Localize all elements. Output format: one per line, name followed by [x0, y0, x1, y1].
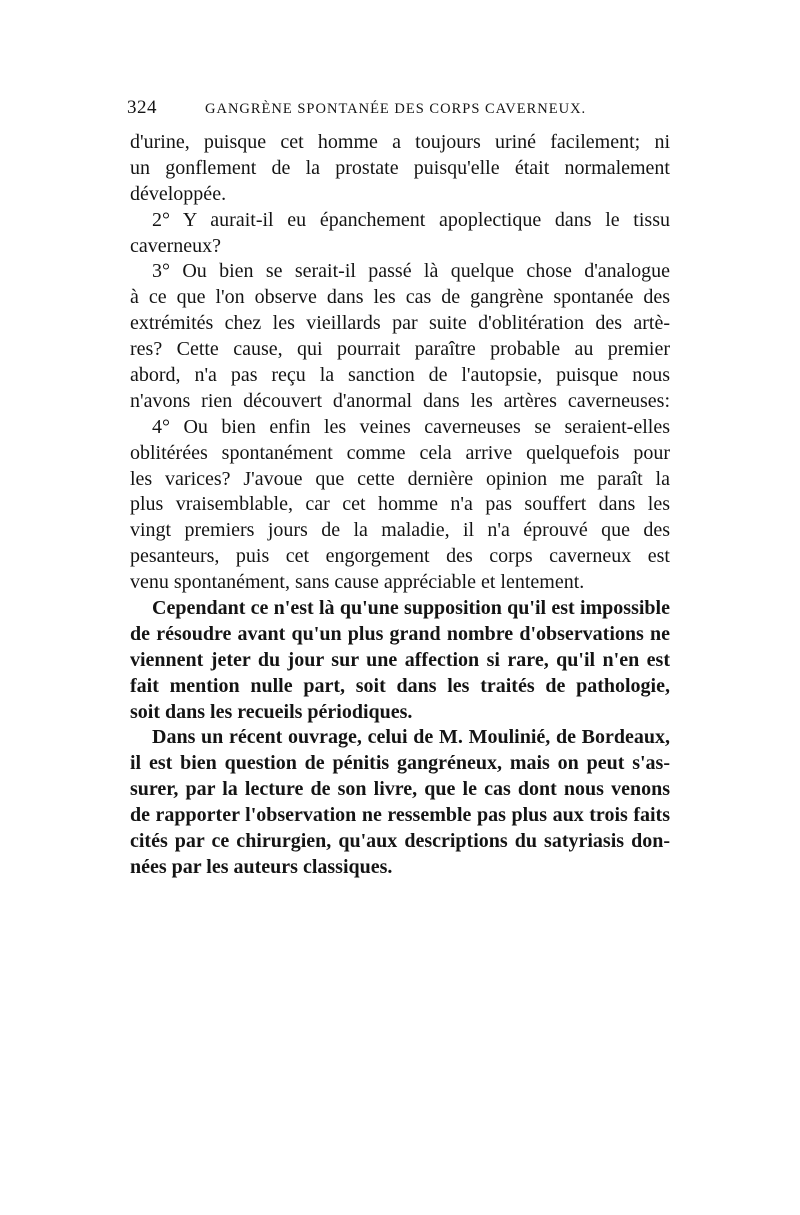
text-line: nées par les auteurs classiques. [130, 855, 393, 878]
text-line: 4° Ou bien enfin les veines caverneuses se seraient-elles [152, 415, 670, 438]
text-line: Dans un récent ouvrage, celui de M. Moulinié, de Bordeaux, [152, 726, 670, 749]
body-text [130, 130, 670, 881]
text-line: d'urine, puisque cet homme a toujours uriné facilement; ni [130, 131, 670, 153]
text-line: développée. [130, 182, 227, 205]
text-line: il est bien question de pénitis gangréneux, mais on peut s'as- [130, 752, 670, 775]
text-line: de rapporter l'observation ne ressemble pas plus aux trois faits [130, 804, 670, 827]
text-line: pesanteurs, puis cet engorgement des corps caverneux est [130, 545, 670, 568]
text-line: de résoudre avant qu'un plus grand nombre d'observations ne [130, 622, 670, 645]
text-line: caverneux? [130, 234, 222, 257]
text-line: un gonflement de la prostate puisqu'elle était normalement [130, 156, 670, 179]
page-number: 324 [127, 97, 157, 118]
text-line: les varices? J'avoue que cette dernière opinion me paraît la [130, 467, 670, 490]
running-header [127, 96, 673, 120]
text-line: oblitérées spontanément comme cela arrive quelquefois pour [130, 441, 670, 464]
text-line: surer, par la lecture de son livre, que le cas dont nous venons [130, 778, 670, 801]
running-title: GANGRÈNE SPONTANÉE DES CORPS CAVERNEUX. [205, 101, 587, 117]
text-line: res? Cette cause, qui pourrait paraître probable au premier [130, 338, 670, 361]
text-line: 2° Y aurait-il eu épanchement apoplectique dans le tissu [152, 208, 670, 231]
text-line: n'avons rien découvert d'anormal dans les artères caverneuses: [130, 389, 670, 412]
text-line: vingt premiers jours de la maladie, il n'a éprouvé que des [130, 519, 670, 542]
text-line: soit dans les recueils périodiques. [130, 700, 413, 723]
text-line: Cependant ce n'est là qu'une supposition qu'il est impossible [152, 597, 670, 620]
text-line: cités par ce chirurgien, qu'aux descriptions du satyriasis don- [130, 830, 670, 853]
text-line: venu spontanément, sans cause appréciable et lentement. [130, 571, 585, 594]
text-line: fait mention nulle part, soit dans les traités de pathologie, [130, 674, 670, 697]
text-line: à ce que l'on observe dans les cas de gangrène spontanée des [130, 286, 670, 309]
text-line: abord, n'a pas reçu la sanction de l'autopsie, puisque nous [130, 364, 670, 387]
text-line: viennent jeter du jour sur une affection si rare, qu'il n'en est [130, 648, 670, 671]
text-line: plus vraisemblable, car cet homme n'a pas souffert dans les [130, 493, 670, 516]
text-line: extrémités chez les vieillards par suite d'oblitération des artè- [130, 312, 670, 335]
text-line: 3° Ou bien se serait-il passé là quelque chose d'analogue [152, 260, 670, 283]
